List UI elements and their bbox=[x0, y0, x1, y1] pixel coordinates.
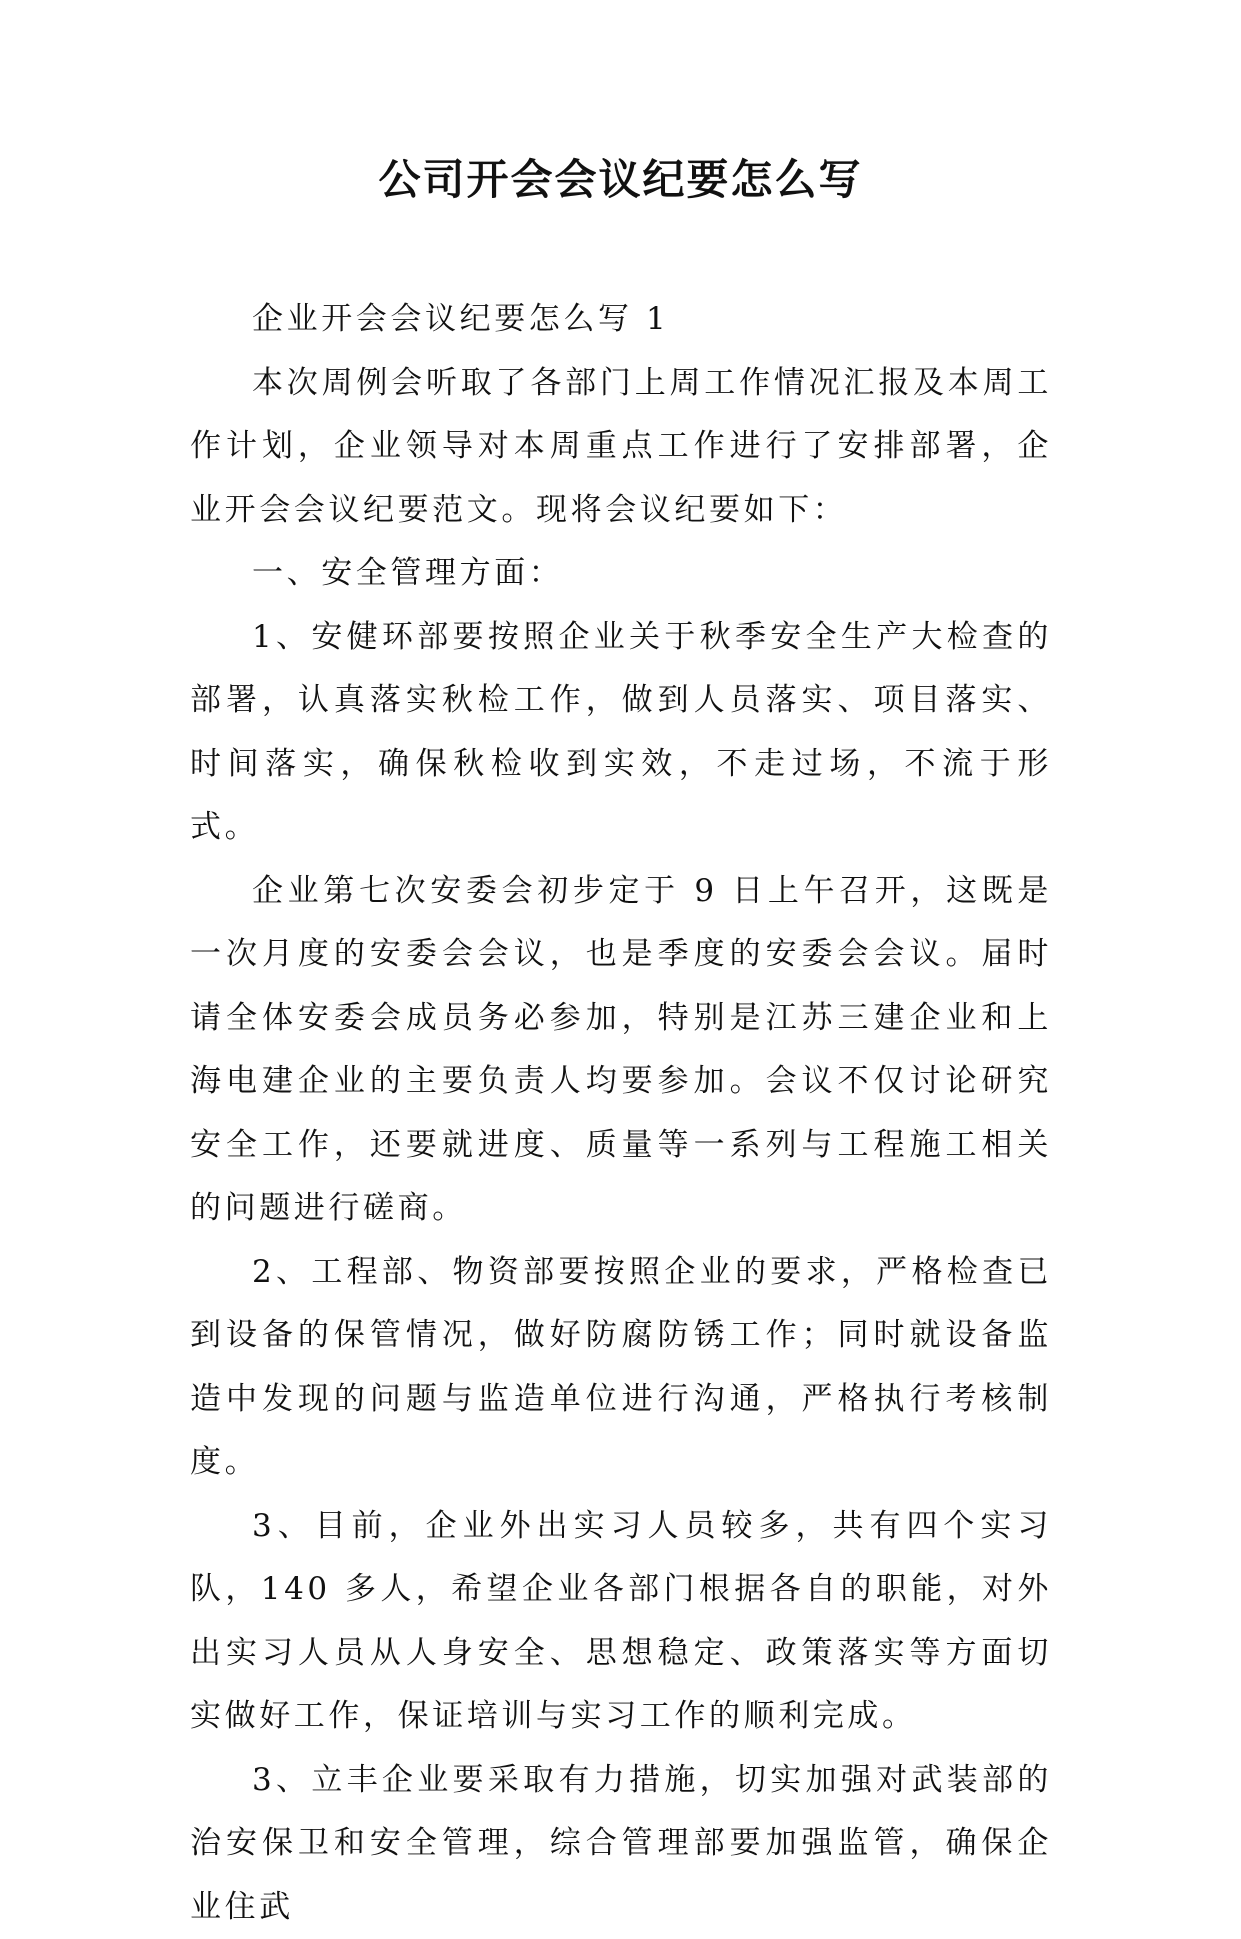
paragraph: 本次周例会听取了各部门上周工作情况汇报及本周工作计划，企业领导对本周重点工作进行了安排部署，企业开会会议纪要范文。现将会议纪要如下： bbox=[190, 352, 1052, 543]
subsection-heading: 一、安全管理方面： bbox=[190, 542, 1052, 606]
section-heading: 企业开会会议纪要怎么写 1 bbox=[190, 288, 1052, 352]
paragraph: 1、安健环部要按照企业关于秋季安全生产大检查的部署，认真落实秋检工作，做到人员落实、项目落实、时间落实，确保秋检收到实效，不走过场，不流于形式。 bbox=[190, 606, 1052, 860]
paragraph: 企业第七次安委会初步定于 9 日上午召开，这既是一次月度的安委会会议，也是季度的安委会会议。届时请全体安委会成员务必参加，特别是江苏三建企业和上海电建企业的主要负责人均要参加。会议不仅讨论研究安全工作，还要就进度、质量等一系列与工程施工相关的问题进行磋商。 bbox=[190, 860, 1052, 1241]
paragraph: 2、工程部、物资部要按照企业的要求，严格检查已到设备的保管情况，做好防腐防锈工作；同时就设备监造中发现的问题与监造单位进行沟通，严格执行考核制度。 bbox=[190, 1241, 1052, 1495]
document-title: 公司开会会议纪要怎么写 bbox=[0, 150, 1241, 210]
paragraph: 3、立丰企业要采取有力措施，切实加强对武装部的治安保卫和安全管理，综合管理部要加强监管，确保企业住武 bbox=[190, 1749, 1052, 1939]
document-body bbox=[190, 288, 1052, 1939]
paragraph: 3、目前，企业外出实习人员较多，共有四个实习队，140 多人，希望企业各部门根据各自的职能，对外出实习人员从人身安全、思想稳定、政策落实等方面切实做好工作，保证培训与实习工作的顺利完成。 bbox=[190, 1495, 1052, 1749]
